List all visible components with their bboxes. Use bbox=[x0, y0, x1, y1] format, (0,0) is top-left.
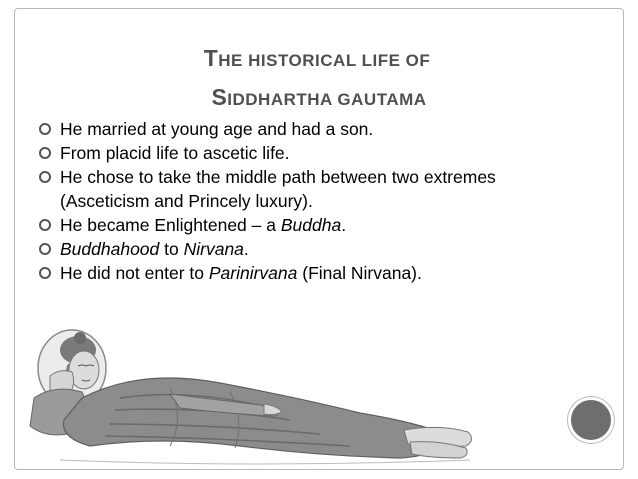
bullet-text-italic: Parinirvana bbox=[208, 263, 298, 283]
bullet-text: He did not enter to bbox=[60, 263, 209, 283]
title-line-2: SIDDHARTHA GAUTAMA bbox=[211, 84, 427, 110]
title-line-1: THE HISTORICAL LIFE OF bbox=[203, 45, 431, 71]
ring-bullet-icon bbox=[39, 267, 51, 279]
bullet-text: . bbox=[341, 215, 347, 235]
bullet-text: (Final Nirvana). bbox=[297, 263, 422, 283]
bullet-text-italic: Buddhahood bbox=[60, 239, 160, 259]
bullet-text: He became Enlightened – a bbox=[60, 215, 281, 235]
bullet-item bbox=[38, 237, 558, 261]
ring-bullet-icon bbox=[39, 147, 51, 159]
bullet-text: . bbox=[243, 239, 249, 259]
bullet-text-italic: Buddha bbox=[280, 215, 342, 235]
ring-bullet-icon bbox=[39, 219, 51, 231]
bullet-item bbox=[38, 141, 558, 165]
ring-bullet-icon bbox=[39, 123, 51, 135]
nav-dot[interactable] bbox=[568, 397, 614, 443]
bullet-item bbox=[38, 165, 558, 213]
bullet-item bbox=[38, 213, 558, 237]
bullet-text: He chose to take the middle path between two extremes (Asceticism and Princely luxury). bbox=[60, 167, 496, 211]
reclining-buddha-image bbox=[20, 328, 480, 478]
bullet-list bbox=[38, 117, 558, 285]
bullet-text-italic: Nirvana bbox=[183, 239, 244, 259]
bullet-text: From placid life to ascetic life. bbox=[60, 143, 290, 163]
bullet-text: to bbox=[159, 239, 184, 259]
slide-title bbox=[0, 40, 638, 118]
bullet-item bbox=[38, 117, 558, 141]
ring-bullet-icon bbox=[39, 243, 51, 255]
bullet-item bbox=[38, 261, 558, 285]
bullet-text: He married at young age and had a son. bbox=[60, 119, 374, 139]
ring-bullet-icon bbox=[39, 171, 51, 183]
